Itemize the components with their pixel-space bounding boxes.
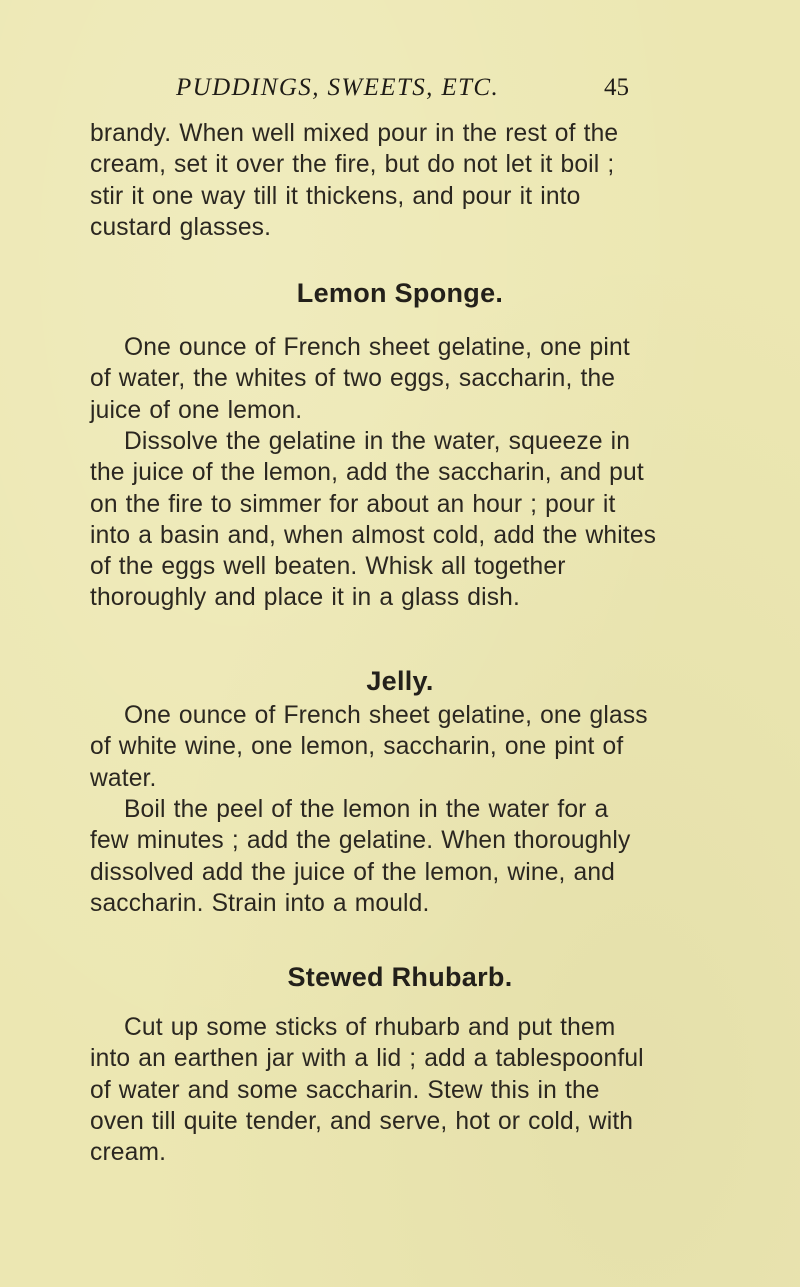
page-number: 45 <box>604 74 629 101</box>
text-line: cream, set it over the fire, but do not let it boil ; <box>90 151 615 179</box>
text-line: Dissolve the gelatine in the water, squeeze in <box>124 428 631 455</box>
lemon-sponge-ingredients <box>90 332 710 426</box>
text-line: cream. <box>90 1139 167 1167</box>
lemon-sponge-method <box>90 426 710 614</box>
text-line: of the eggs well beaten. Whisk all together <box>90 553 566 581</box>
text-line: of water and some saccharin. Stew this in the <box>90 1076 600 1104</box>
text-line: into an earthen jar with a lid ; add a tablespoonful <box>90 1045 644 1073</box>
running-head <box>0 62 800 102</box>
running-title: PUDDINGS, SWEETS, ETC. <box>176 74 500 101</box>
text-line: of white wine, one lemon, saccharin, one pint of <box>90 733 624 761</box>
recipe-heading-lemon-sponge: Lemon Sponge. <box>296 278 504 308</box>
text-line: brandy. When well mixed pour in the rest of the <box>90 120 619 147</box>
text-line: of water, the whites of two eggs, saccharin, the <box>90 365 616 393</box>
continued-paragraph <box>90 118 710 243</box>
text-line: One ounce of French sheet gelatine, one glass <box>124 702 648 729</box>
recipe-heading-stewed-rhubarb: Stewed Rhubarb. <box>287 962 513 992</box>
text-line: custard glasses. <box>90 213 272 241</box>
stewed-rhubarb-method <box>90 1012 710 1168</box>
text-line: into a basin and, when almost cold, add the whites <box>90 521 657 549</box>
jelly-ingredients <box>90 700 710 794</box>
text-line: saccharin. Strain into a mould. <box>90 889 430 917</box>
text-line: Cut up some sticks of rhubarb and put them <box>124 1014 616 1041</box>
text-line: stir it one way till it thickens, and pour it into <box>90 182 581 210</box>
text-line: few minutes ; add the gelatine. When thoroughly <box>90 827 631 855</box>
text-line: juice of one lemon. <box>90 396 303 424</box>
text-line: oven till quite tender, and serve, hot or cold, with <box>90 1107 634 1135</box>
text-line: on the fire to simmer for about an hour ; pour it <box>90 490 616 518</box>
recipe-heading-jelly: Jelly. <box>366 666 434 696</box>
text-line: Boil the peel of the lemon in the water for a <box>124 796 609 823</box>
text-line: One ounce of French sheet gelatine, one pint <box>124 334 630 361</box>
text-line: water. <box>90 764 157 792</box>
text-line: dissolved add the juice of the lemon, wine, and <box>90 858 616 886</box>
text-line: the juice of the lemon, add the saccharin, and put <box>90 459 644 487</box>
text-line: thoroughly and place it in a glass dish. <box>90 584 520 612</box>
jelly-method <box>90 794 710 919</box>
